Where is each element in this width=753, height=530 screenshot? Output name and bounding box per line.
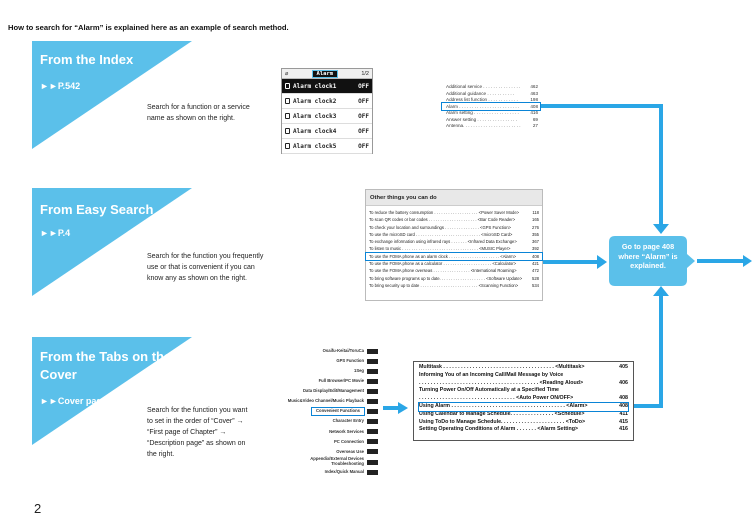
goto-page-callout [609,236,695,286]
cover-tab: PC Connection [268,437,378,447]
other-things-row: To listen to music . . . . . . . . . . . . . . . . . . . . . . . . . . . . . . . . . <MUSIC Player> 392 [369,246,539,252]
index-entry: Address list function . . . . . . . . . . . . 198 [446,97,538,102]
other-things-row: To reduce the battery consumption . . . . . . . . . . . . . . . . . . . <Power Saver Mode> 118 [369,210,539,215]
phone-list-item[interactable]: Alarm clock5 OFF [282,139,372,154]
arrowhead-right [597,255,607,269]
section-description: Search for the function you frequently use or that is convenient if you can know any as shown on the right. [147,253,264,282]
other-things-row: To bring software programs up to date. . . . . . . . . . . . . . . . . . . . <Software Update> 528 [369,275,539,281]
cover-tab: Character Entry [268,417,378,427]
cover-tab: Osaifu-Keitai/ToruCa [268,346,378,356]
section-title: From Easy Search [40,202,154,217]
index-entry: Additional service . . . . . . . . . . . . . . . 462 [446,84,538,89]
index-entry: Answer setting . . . . . . . . . . . . . . . . 69 [446,116,538,122]
cover-tab: 1Seg [268,366,378,376]
cover-tab: Data Display/Edit/Management [268,386,378,396]
intro-text: How to search for “Alarm” is explained here as an example of search method. [8,23,289,32]
arrowhead-right [398,402,408,414]
index-entry: Alarm setting . . . . . . . . . . . . . . . . . . 416 [446,110,538,115]
arrow-from-index [541,106,661,228]
phone-screen-title: Alarm [312,70,339,78]
other-things-row: To exchange information using infrared rays . . . . . . . <Infrared Data Exchange> 367 [369,239,539,245]
phone-list-item[interactable]: Alarm clock4 OFF [282,124,372,139]
arrowhead-down [653,224,669,234]
toc-row: . . . . . . . . . . . . . . . . . . . . . . . . . . . . . . . . . <Auto Power ON/OFF> 408 [419,395,628,402]
toc-row: Using Calendar to Manage Schedule. . . . . . . . . . . . . . . <Schedule> 411 [419,410,628,417]
phone-status-icon: ⌀ [285,70,289,77]
toc-row: Multitask . . . . . . . . . . . . . . . . . . . . . . . . . . . . . . . . . . . . . . <Multitask> 405 [419,364,628,370]
arrowhead-up [653,286,669,296]
other-things-row: To use the FOMA phone as a calculator . . . . . . . . . . . . . . . . . . . . . <Calculator> 421 [369,261,539,267]
section-description: Search for the function you want to set in the order of “Cover” → “First page of Chapter” → “Description page” as shown on the right. [147,407,248,458]
index-entry: Antenna. . . . . . . . . . . . . . . . . . . . . . . 27 [446,123,538,128]
index-entry: Additional guidance . . . . . . . . . . . 463 [446,90,538,96]
toc-row: Setting Operating Conditions of Alarm . . . . . . . <Alarm Setting> 416 [419,426,628,433]
cover-tab: Music&Video Channel/Music Playback [268,396,378,406]
other-things-row: To check your location and surroundings . . . . . . . . . . . . . . . <GPS Function> 276 [369,224,539,230]
section-page-ref: ►►Cover page [40,396,107,406]
page-number: 2 [34,501,42,516]
cover-tab: Appendix/External Devices Troubleshooting [268,457,378,467]
other-things-title: Other things you can do [366,190,542,206]
cover-tab: Network Services [268,427,378,437]
phone-list-item[interactable]: Alarm clock3 OFF [282,109,372,124]
section-page-ref: ►►P.4 [40,228,71,238]
toc-row: Turning Power On/Off Automatically at a Specified Time [419,387,559,394]
phone-list-item[interactable]: Alarm clock2 OFF [282,94,372,109]
arrowhead-right [743,255,752,267]
section-description: Search for a function or a service name as shown on the right. [147,104,250,122]
toc-row: Informing You of an Incoming Call/Mail Message by Voice [419,371,564,378]
other-things-row: To use the microSD card . . . . . . . . . . . . . . . . . . . . . . . . . . . . <microSD Card> 355 [369,231,539,237]
phone-page-indicator: 1/2 [361,70,369,77]
section-title: From the Index [40,52,134,67]
toc-row-using-alarm: Using Alarm . . . . . . . . . . . . . . . . . . . . . . . . . . . . . . . . . . . . . . . <Alarm> 408 [419,402,628,409]
section-title: From the Tabs on the Cover [40,349,172,382]
other-things-row: To bring security up to date . . . . . . . . . . . . . . . . . . . . . . . . . <Scanning Function> 534 [369,282,539,288]
other-things-row: To scan QR codes or bar codes . . . . . . . . . . . . . . . . . . . . . <Bar Code Reader> 165 [369,217,539,223]
cover-tab: Full Browser/PC Movie [268,376,378,386]
toc-row: . . . . . . . . . . . . . . . . . . . . . . . . . . . . . . . . . . . . . . . . . <Reading Aloud> 406 [419,379,628,386]
cover-tab-convenient-functions: Convenient Functions [268,407,378,417]
other-things-row-alarm: To use the FOMA phone as an alarm clock . . . . . . . . . . . . . . . . . . . . . . <Alarm> 408 [366,253,542,260]
goto-page-text: Go to page 408 where “Alarm” is explained. [618,242,678,270]
cover-tab: GPS Function [268,356,378,366]
cover-tab: Overseas Use [268,447,378,457]
arrow-from-toc [634,294,661,406]
cover-tab: Index/Quick Manual [268,467,378,477]
toc-row: Using ToDo to Manage Schedule. . . . . . . . . . . . . . . . . . . . . . <ToDo> 415 [419,418,628,425]
section-page-ref: ►►P.542 [40,81,81,91]
other-things-row: To use the FOMA phone overseas . . . . . . . . . . . . . . . . <International Roaming> 472 [369,268,539,274]
phone-list-item[interactable]: Alarm clock1 OFF [282,79,372,94]
index-entry-alarm: Alarm . . . . . . . . . . . . . . . . . . . . . . . . 408 [446,103,538,109]
